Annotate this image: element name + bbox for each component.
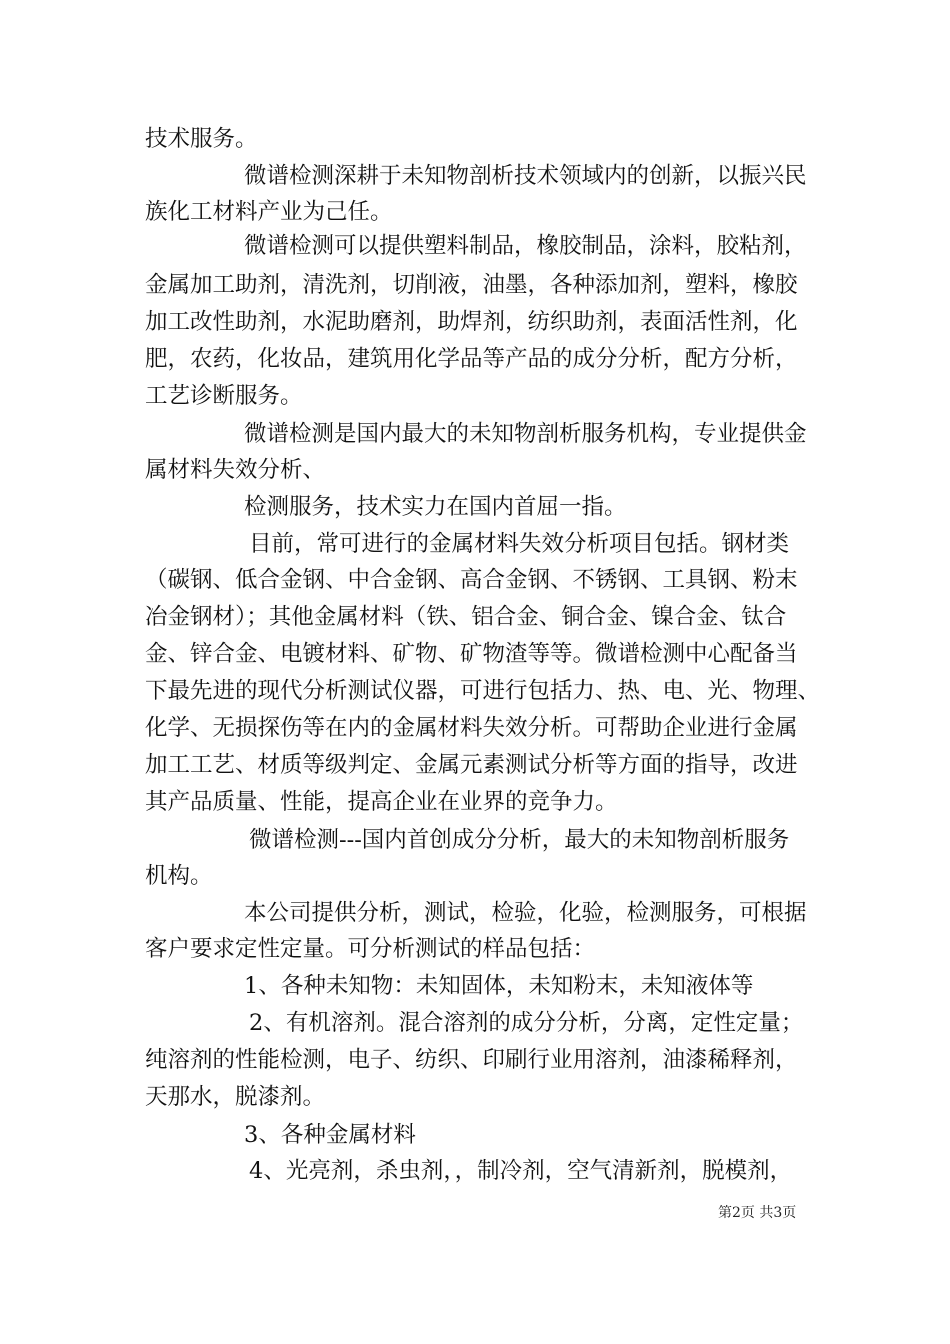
text-line: 2、有机溶剂。混合溶剂的成分分析，分离，定性定量； bbox=[249, 1010, 804, 1036]
text-line: 其产品质量、性能，提高企业在业界的竞争力。 bbox=[145, 789, 618, 815]
text-line: 加工工艺、材质等级判定、金属元素测试分析等方面的指导，改进 bbox=[145, 752, 798, 778]
text-line: 下最先进的现代分析测试仪器，可进行包括力、热、电、光、物理、 bbox=[145, 678, 821, 704]
text-line: 微谱检测---国内首创成分分析，最大的未知物剖析服务 bbox=[249, 827, 790, 853]
text-line: 化学、无损探伤等在内的金属材料失效分析。可帮助企业进行金属 bbox=[145, 715, 798, 741]
text-line: 技术服务。 bbox=[145, 126, 258, 152]
text-line: 4、光亮剂，杀虫剂，，制冷剂，空气清新剂，脱模剂， bbox=[249, 1158, 793, 1184]
text-line: 机构。 bbox=[145, 863, 213, 889]
text-line: （碳钢、低合金钢、中合金钢、高合金钢、不锈钢、工具钢、粉末 bbox=[145, 567, 798, 593]
text-line: 天那水，脱漆剂。 bbox=[145, 1084, 326, 1110]
text-line: 工艺诊断服务。 bbox=[145, 383, 303, 409]
page-number-footer: 第2页 共3页 bbox=[718, 1205, 797, 1221]
text-line: 属材料失效分析、 bbox=[145, 457, 326, 483]
text-line: 冶金钢材）；其他金属材料（铁、铝合金、铜合金、镍合金、钛合 bbox=[145, 604, 787, 630]
text-line: 3、各种金属材料 bbox=[244, 1122, 416, 1148]
text-line: 本公司提供分析，测试，检验，化验，检测服务，可根据 bbox=[244, 900, 807, 926]
text-line: 金、锌合金、电镀材料、矿物、矿物渣等等。微谱检测中心配备当 bbox=[145, 641, 798, 667]
text-line: 目前，常可进行的金属材料失效分析项目包括。钢材类 bbox=[249, 531, 790, 557]
text-line: 1、各种未知物：未知固体，未知粉末，未知液体等 bbox=[244, 973, 754, 999]
text-line: 纯溶剂的性能检测，电子、纺织、印刷行业用溶剂，油漆稀释剂， bbox=[145, 1047, 798, 1073]
text-line: 加工改性助剂，水泥助磨剂，助焊剂，纺织助剂，表面活性剂，化 bbox=[145, 309, 798, 335]
text-line: 族化工材料产业为己任。 bbox=[145, 199, 393, 225]
text-line: 检测服务，技术实力在国内首屈一指。 bbox=[244, 494, 627, 520]
text-line: 微谱检测是国内最大的未知物剖析服务机构，专业提供金 bbox=[244, 421, 807, 447]
text-line: 微谱检测可以提供塑料制品，橡胶制品，涂料，胶粘剂， bbox=[244, 233, 807, 259]
text-line: 肥，农药，化妆品，建筑用化学品等产品的成分分析，配方分析， bbox=[145, 346, 798, 372]
text-line: 客户要求定性定量。可分析测试的样品包括： bbox=[145, 936, 596, 962]
text-line: 微谱检测深耕于未知物剖析技术领域内的创新，以振兴民 bbox=[244, 163, 807, 189]
text-line: 金属加工助剂，清洗剂，切削液，油墨，各种添加剂，塑料，橡胶 bbox=[145, 272, 798, 298]
